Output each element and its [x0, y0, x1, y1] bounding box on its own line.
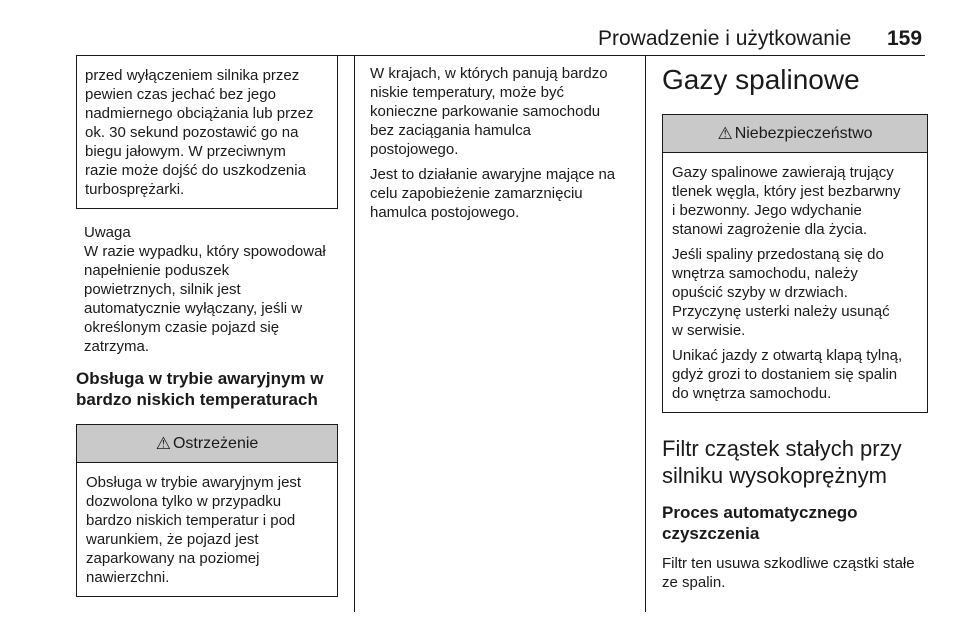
page-number: 159: [887, 27, 923, 50]
section-title: Gazy spalinowe: [662, 64, 860, 95]
note-title: Uwaga: [84, 224, 131, 241]
column-divider: [354, 56, 355, 612]
column-left: [76, 56, 338, 597]
warning-triangle-icon: ⚠: [155, 434, 171, 453]
warning-label: Ostrzeżenie: [172, 435, 259, 452]
danger-text: Gazy spalinowe zawierają trujący tlenek węgla, który jest bezbarwny i bezwonny. Jego wdychanie stanowi zagrożenie dla życia.: [672, 164, 901, 238]
continued-warning-box: [76, 56, 338, 209]
paragraph: Filtr ten usuwa szkodliwe cząstki stałe ze spalin.: [662, 555, 915, 591]
note-text: W razie wypadku, który spowodował napełnienie poduszek powietrznych, silnik jest automatycznie wyłączany, jeśli w określonym czasie pojazd się zatrzyma.: [84, 243, 326, 355]
warning-text: Obsługa w trybie awaryjnym jest dozwolona tylko w przypadku bardzo niskich temperatur i pod warunkiem, że pojazd jest zaparkowany na poziomej nawierzchni.: [86, 474, 302, 586]
danger-label: Niebezpieczeństwo: [734, 125, 873, 142]
danger-text: Jeśli spaliny przedostaną się do wnętrza samochodu, należy opuścić szyby w drzwiach. Przyczynę usterki należy usunąć w serwisie.: [672, 246, 890, 339]
emergency-mode-heading: Obsługa w trybie awaryjnym w bardzo niskich temperaturach: [76, 369, 324, 409]
column-right: [662, 64, 928, 592]
danger-header: [663, 115, 927, 153]
continued-warning-text: przed wyłączeniem silnika przez pewien czas jechać bez jego nadmiernego obciążania lub przez ok. 30 sekund pozostawić go na biegu jałowym. W przeciwnym razie może dojść do uszkodzenia turbosprężarki.: [85, 67, 314, 198]
subsection-title: Filtr cząstek stałych przy silniku wysokoprężnym: [662, 436, 902, 488]
warning-box: [76, 424, 338, 597]
process-title: Proces automatycznego czyszczenia: [662, 503, 858, 543]
warning-body: [77, 463, 337, 596]
paragraph: W krajach, w których panują bardzo niskie temperatury, może być konieczne parkowanie samochodu bez zaciągania hamulca postojowego.: [370, 65, 608, 158]
danger-box: [662, 114, 928, 413]
warning-triangle-icon: ⚠: [717, 124, 733, 143]
column-middle: [370, 64, 636, 228]
danger-text: Unikać jazdy z otwartą klapą tylną, gdyż grozi to dostaniem się spalin do wnętrza samochodu.: [672, 347, 903, 402]
warning-header: [77, 425, 337, 463]
paragraph: Jest to działanie awaryjne mające na celu zapobieżenie zamarznięciu hamulca postojowego.: [370, 166, 616, 221]
column-divider: [645, 56, 646, 612]
note-block: [76, 209, 338, 356]
header-title: Prowadzenie i użytkowanie: [598, 27, 852, 50]
danger-body: [663, 153, 927, 412]
